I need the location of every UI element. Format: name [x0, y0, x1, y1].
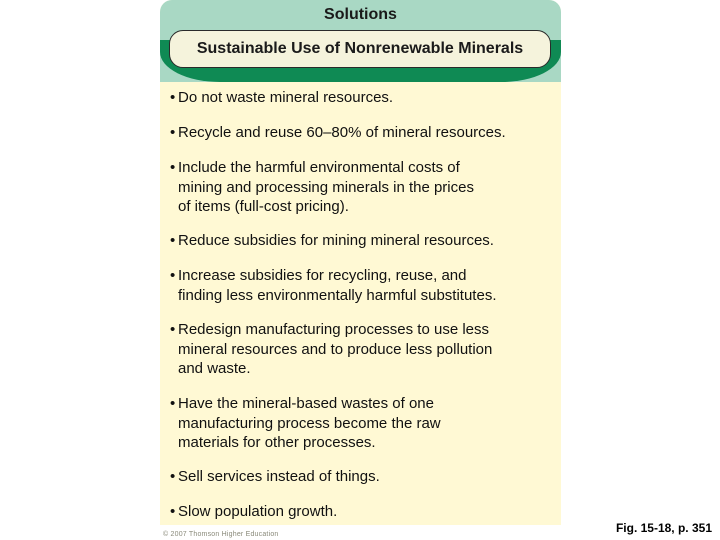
item-text: Include the harmful environmental costs of: [178, 159, 460, 176]
list-item: • Redesign manufacturing processes to use less mineral resources and to produce less pollution and waste.: [170, 320, 560, 379]
item-text: Reduce subsidies for mining mineral resources.: [178, 232, 494, 249]
list-item: • Increase subsidies for recycling, reuse, and finding less environmentally harmful substitutes.: [170, 266, 560, 305]
item-text: mining and processing minerals in the prices: [178, 178, 474, 196]
panel-title: Sustainable Use of Nonrenewable Minerals: [169, 30, 551, 68]
item-text: materials for other processes.: [178, 434, 376, 451]
item-text: Redesign manufacturing processes to use less: [178, 321, 490, 338]
list-item: • Include the harmful environmental costs of mining and processing minerals in the prices of items (full-cost pricing).: [170, 158, 560, 217]
item-text: of items (full-cost pricing).: [178, 198, 349, 215]
list-item: • Sell services instead of things.: [170, 468, 380, 485]
item-text: Do not waste mineral resources.: [178, 89, 394, 106]
item-text: manufacturing process become the raw: [178, 414, 441, 432]
list-item: • Reduce subsidies for mining mineral resources.: [170, 232, 494, 249]
item-text: Have the mineral-based wastes of one: [178, 395, 434, 412]
item-text: Sell services instead of things.: [178, 468, 380, 485]
list-item: • Slow population growth.: [170, 503, 338, 520]
item-text: Recycle and reuse 60–80% of mineral resources.: [178, 124, 506, 141]
list-item: • Have the mineral-based wastes of one manufacturing process become the raw materials for other processes.: [170, 394, 560, 453]
item-text: and waste.: [178, 360, 251, 377]
figure-caption: Fig. 15-18, p. 351: [615, 521, 712, 535]
solutions-label: Solutions: [324, 6, 397, 23]
list-item: • Do not waste mineral resources.: [170, 89, 394, 106]
item-text: Increase subsidies for recycling, reuse, and: [178, 267, 467, 284]
list-item: • Recycle and reuse 60–80% of mineral resources.: [170, 124, 506, 141]
item-text: mineral resources and to produce less pollution: [178, 340, 493, 358]
item-text: Slow population growth.: [178, 503, 338, 520]
item-text: finding less environmentally harmful substitutes.: [178, 286, 497, 304]
copyright-text: © 2007 Thomson Higher Education: [163, 531, 279, 538]
